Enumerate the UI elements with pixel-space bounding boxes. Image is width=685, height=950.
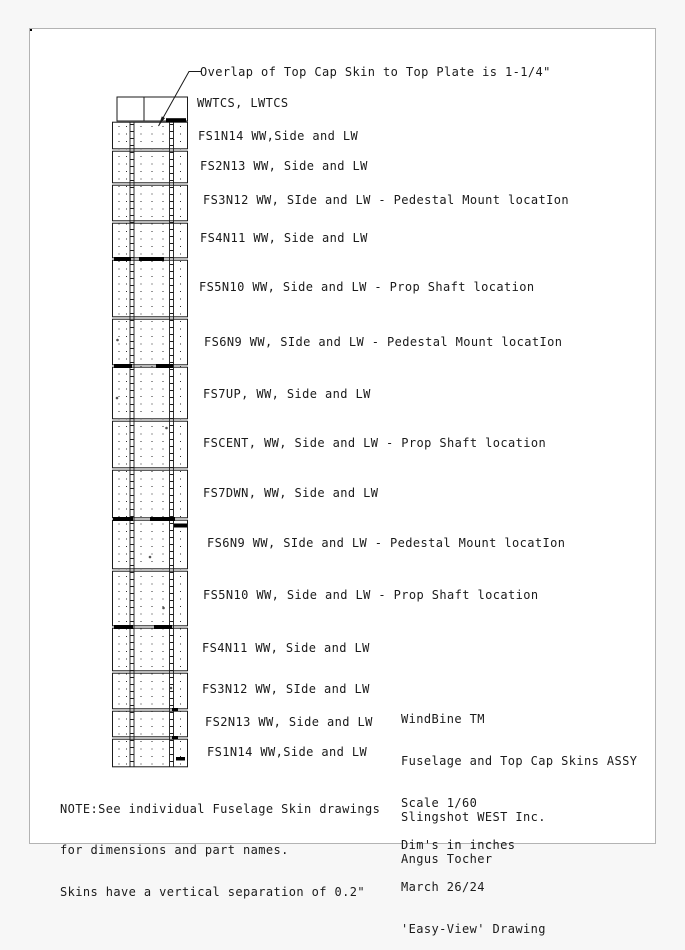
- vertical-skin-seams: [130, 122, 174, 767]
- overlap-annotation: Overlap of Top Cap Skin to Top Plate is 1-1/4": [200, 65, 551, 79]
- drawing-units: Dim's in inches: [401, 838, 516, 852]
- note-line-3: Skins have a vertical separation of 0.2": [60, 884, 365, 899]
- note-line-1: NOTE:See individual Fuselage Skin drawings: [60, 802, 381, 816]
- segment-label-fs2n13-bottom: FS2N13 WW, Side and LW: [205, 715, 373, 729]
- segment-label-fs7up: FS7UP, WW, Side and LW: [203, 387, 371, 401]
- overlap-thick-marks: [113, 118, 187, 760]
- drawing-scale: Scale 1/60: [401, 796, 478, 810]
- segment-label-fs3n12-top: FS3N12 WW, SIde and LW - Pedestal Mount locatIon: [203, 193, 569, 207]
- product-name: WindBine TM: [401, 712, 485, 726]
- segment-label-fs5n10-bottom: FS5N10 WW, Side and LW - Prop Shaft location: [203, 588, 539, 602]
- author-name: Angus Tocher: [401, 852, 493, 866]
- sheet-corner-mark: [30, 29, 32, 31]
- segment-label-fs1n14-top: FS1N14 WW,Side and LW: [198, 129, 359, 143]
- segment-label-fs4n11-top: FS4N11 WW, Side and LW: [200, 231, 368, 245]
- segment-label-fs5n10-top: FS5N10 WW, Side and LW - Prop Shaft location: [199, 280, 535, 294]
- segment-label-fs2n13-top: FS2N13 WW, Side and LW: [200, 159, 368, 173]
- segment-label-fs7dwn: FS7DWN, WW, Side and LW: [203, 486, 379, 500]
- company-block: [401, 782, 546, 880]
- drawing-title: Fuselage and Top Cap Skins ASSY: [401, 754, 638, 768]
- segment-label-wwtcs: WWTCS, LWTCS: [197, 96, 289, 110]
- drawing-date: March 26/24: [401, 880, 485, 894]
- segment-label-fs1n14-bottom: FS1N14 WW,Side and LW: [207, 745, 368, 759]
- segment-label-fs6n9-top: FS6N9 WW, SIde and LW - Pedestal Mount locatIon: [204, 335, 563, 349]
- drawing-view-style: 'Easy-View' Drawing: [401, 922, 546, 936]
- note-block: [60, 775, 380, 913]
- segment-label-fs6n9-bottom: FS6N9 WW, SIde and LW - Pedestal Mount locatIon: [207, 536, 566, 550]
- fuselage-skin-segments: [113, 97, 188, 767]
- rivet-dot-columns: [116, 126, 181, 765]
- segment-label-fs4n11-bottom: FS4N11 WW, Side and LW: [202, 641, 370, 655]
- segment-label-fs3n12-bottom: FS3N12 WW, SIde and LW: [202, 682, 370, 696]
- segment-label-fscent: FSCENT, WW, Side and LW - Prop Shaft location: [203, 436, 547, 450]
- company-name: Slingshot WEST Inc.: [401, 810, 546, 824]
- note-line-2: for dimensions and part names.: [60, 843, 289, 858]
- leader-arrow: [159, 72, 202, 127]
